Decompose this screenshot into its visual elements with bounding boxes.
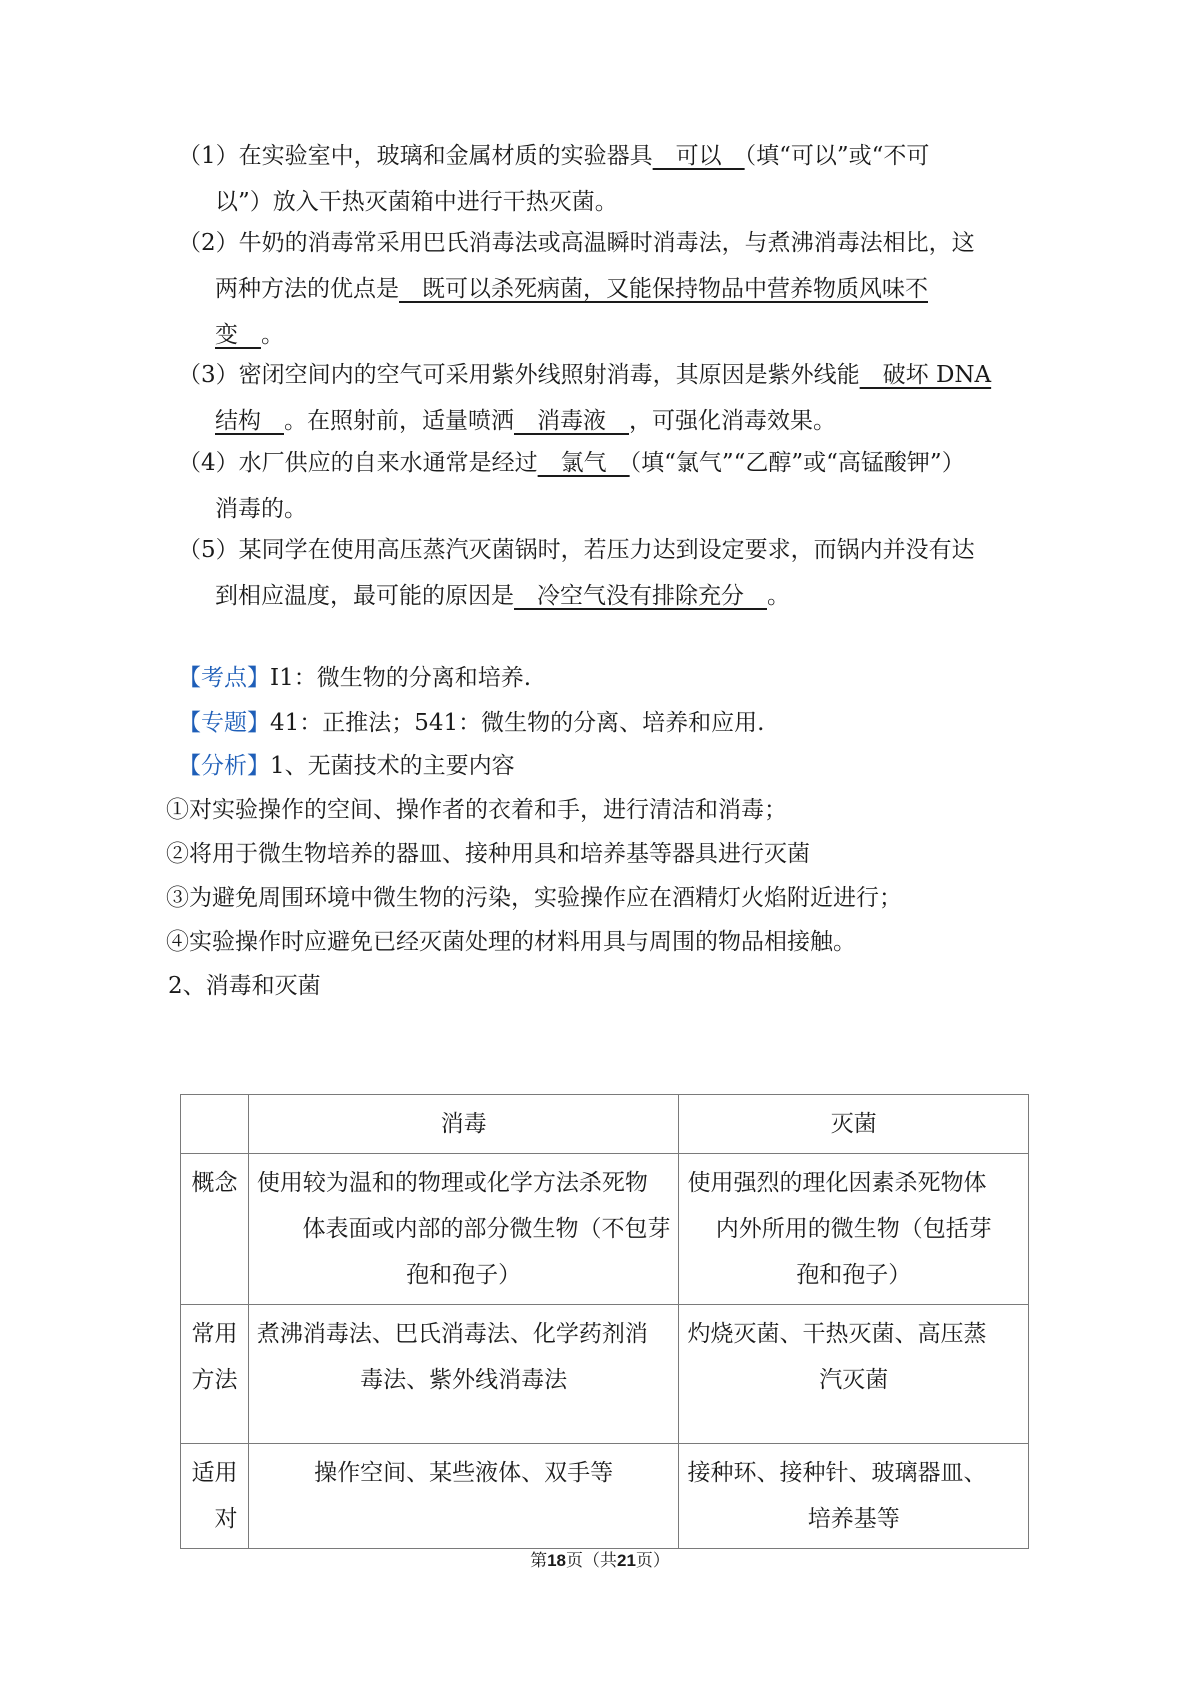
row-label [181, 1444, 249, 1549]
q2-text-line2: 两种方法的优点是 [215, 276, 399, 302]
cell-line: 培养基等 [807, 1506, 900, 1532]
zhuanti-line [178, 700, 1028, 746]
q3-answer-1-cont: 结构 [215, 408, 284, 434]
q1-text-b: （填“可以”或“不可 [744, 143, 930, 169]
cell-line: 操作空间、某些液体、双手等 [314, 1460, 614, 1486]
q5-text-end: 。 [767, 583, 790, 609]
cell-line: 毒法、紫外线消毒法 [360, 1367, 568, 1393]
kaodian-line [178, 655, 1028, 701]
cell-line: 体表面或内部的部分微生物（不包芽 [302, 1216, 671, 1242]
row-label-text: 常用方法 [191, 1321, 238, 1393]
table-header-cell: 灭菌 [679, 1095, 1029, 1154]
table-cell [679, 1444, 1029, 1549]
question-3 [178, 352, 1028, 444]
q5-answer: 冷空气没有排除充分 [514, 583, 767, 609]
kaodian-tag: 【考点】 [178, 665, 270, 691]
question-5 [178, 527, 1028, 619]
table-row [181, 1154, 1029, 1305]
table-header-row [181, 1095, 1029, 1154]
section-2-heading: 2、消毒和灭菌 [168, 973, 321, 999]
row-label-text: 适用对 [191, 1460, 238, 1532]
question-4 [178, 440, 1028, 532]
q2-answer-cont: 变 [215, 322, 261, 348]
q3-text-c: ，可强化消毒效果。 [629, 408, 836, 434]
point-3: ③为避免周围环境中微生物的污染，实验操作应在酒精灯火焰附近进行； [166, 885, 902, 911]
q2-text-end: 。 [261, 322, 284, 348]
table-row [181, 1444, 1029, 1549]
cell-line: 接种环、接种针、玻璃器皿、 [687, 1460, 987, 1486]
table-row [181, 1305, 1029, 1444]
row-label [181, 1305, 249, 1444]
zhuanti-text: 41：正推法；541：微生物的分离、培养和应用. [270, 710, 765, 736]
cell-line: 使用强烈的理化因素杀死物体 [687, 1170, 987, 1196]
q3-text-b: 。在照射前，适量喷洒 [284, 408, 514, 434]
cell-line: 灼烧灭菌、干热灭菌、高压蒸 [687, 1321, 987, 1347]
q1-text: （1）在实验室中，玻璃和金属材质的实验器具 [178, 143, 653, 169]
q2-answer: 既可以杀死病菌，又能保持物品中营养物质风味不 [399, 276, 928, 302]
cell-line: 内外所用的微生物（包括芽 [715, 1216, 992, 1242]
zhuanti-tag: 【专题】 [178, 710, 270, 736]
page-number: 18 [547, 1551, 566, 1570]
cell-line: 煮沸消毒法、巴氏消毒法、化学药剂消 [256, 1321, 648, 1347]
q3-answer-1: 破坏 DNA [859, 362, 992, 388]
cell-line: 使用较为温和的物理或化学方法杀死物 [256, 1170, 648, 1196]
table-cell [679, 1305, 1029, 1444]
q1-text-line2: 以”）放入干热灭菌箱中进行干热灭菌。 [215, 189, 618, 215]
q4-answer: 氯气 [537, 450, 630, 476]
point-1: ①对实验操作的空间、操作者的衣着和手，进行清洁和消毒； [166, 797, 787, 823]
table-cell [679, 1154, 1029, 1305]
q5-text-line2: 到相应温度，最可能的原因是 [215, 583, 514, 609]
row-label: 概念 [181, 1154, 249, 1305]
footer-text: 页） [635, 1551, 670, 1571]
question-1 [178, 133, 1028, 225]
table-cell [248, 1305, 679, 1444]
q5-text: （5）某同学在使用高压蒸汽灭菌锅时，若压力达到设定要求，而锅内并没有达 [178, 537, 975, 563]
point-4: ④实验操作时应避免已经灭菌处理的材料用具与周围的物品相接触。 [166, 929, 856, 955]
footer-text: 第 [530, 1551, 548, 1571]
comparison-table [180, 1094, 1029, 1549]
cell-line: 孢和孢子） [796, 1262, 912, 1288]
table-header-cell: 消毒 [248, 1095, 679, 1154]
q4-text-line2: 消毒的。 [215, 496, 307, 522]
table-header-cell [181, 1095, 249, 1154]
question-2 [178, 220, 1028, 358]
fenxi-tag: 【分析】 [178, 753, 270, 779]
page-footer [0, 1546, 1200, 1571]
q2-text: （2）牛奶的消毒常采用巴氏消毒法或高温瞬时消毒法，与煮沸消毒法相比，这 [178, 230, 975, 256]
point-2: ②将用于微生物培养的器皿、接种用具和培养基等器具进行灭菌 [166, 841, 810, 867]
fenxi-text: 1、无菌技术的主要内容 [270, 753, 515, 779]
footer-text: 页（共 [566, 1551, 617, 1571]
q3-text: （3）密闭空间内的空气可采用紫外线照射消毒，其原因是紫外线能 [178, 362, 860, 388]
q4-text-b: （填“氯气”“乙醇”或“高锰酸钾”） [629, 450, 965, 476]
q1-answer: 可以 [652, 143, 745, 169]
cell-line: 汽灭菌 [819, 1367, 889, 1393]
fenxi-line [178, 743, 1028, 789]
cell-line: 孢和孢子） [406, 1262, 522, 1288]
total-pages: 21 [617, 1551, 636, 1570]
table-cell [248, 1444, 679, 1549]
kaodian-text: I1：微生物的分离和培养. [270, 665, 532, 691]
q4-text: （4）水厂供应的自来水通常是经过 [178, 450, 538, 476]
table-cell [248, 1154, 679, 1305]
q3-answer-2: 消毒液 [514, 408, 629, 434]
